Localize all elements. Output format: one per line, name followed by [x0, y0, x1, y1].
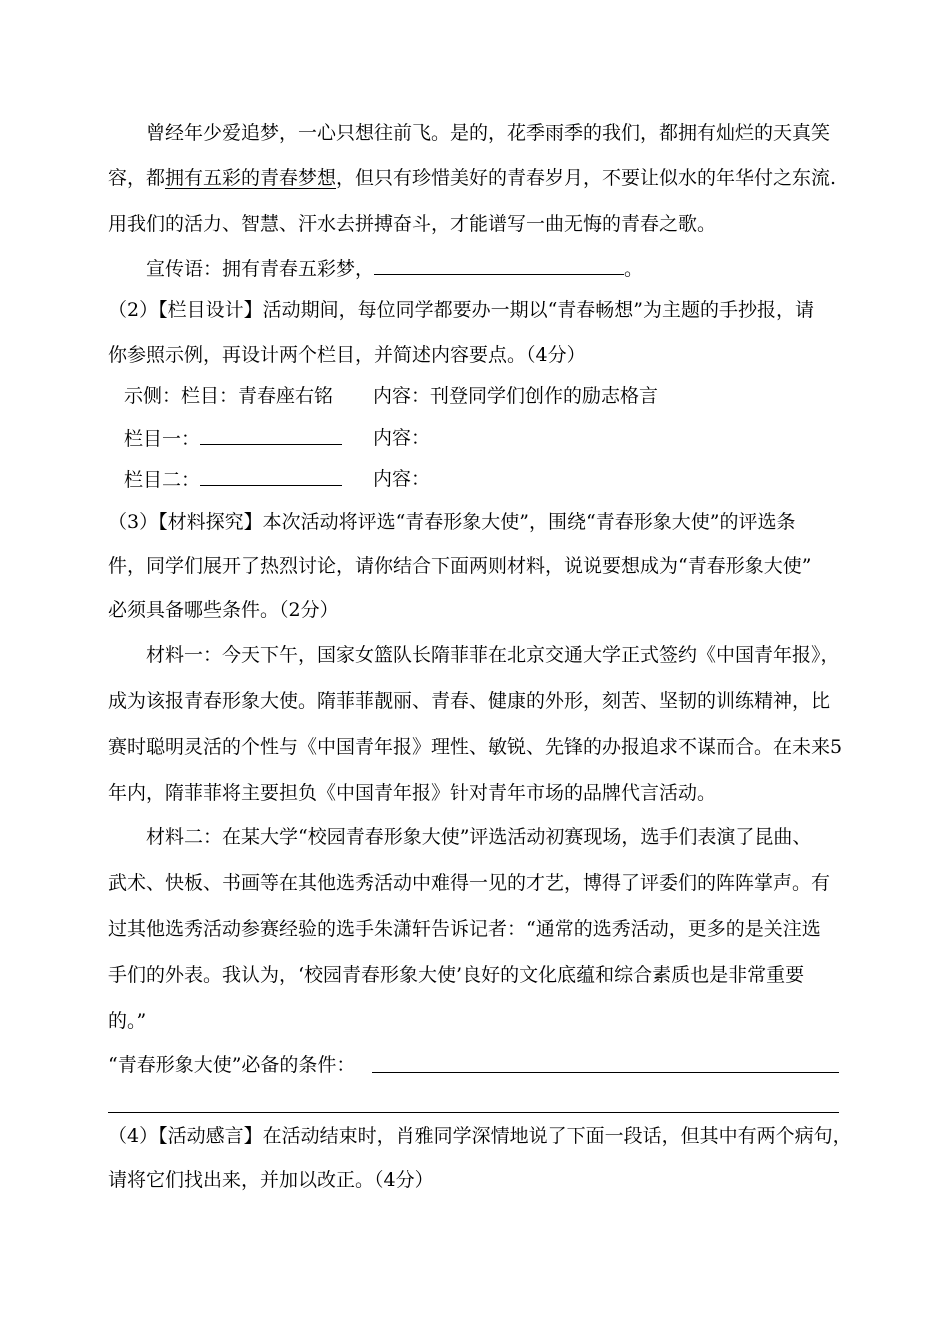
material-2-line-1: 材料二：在某大学“校园青春形象大使”评选活动初赛现场，选手们表演了昆曲、 — [146, 826, 812, 848]
q4-line-2: 请将它们找出来，并加以改正。（4分） — [108, 1169, 434, 1191]
example-content: 内容：刊登同学们创作的励志格言 — [373, 385, 659, 407]
material-2-line-4: 手们的外表。我认为，‘校园青春形象大使’良好的文化底蕴和综合素质也是非常重要 — [108, 964, 805, 986]
slogan-line — [146, 256, 643, 280]
answer-line-1[interactable] — [372, 1072, 839, 1073]
column-1-label: 栏目一： — [124, 428, 201, 450]
passage-line-3: 用我们的活力、智慧、汗水去拼搏奋斗，才能谱写一曲无悔的青春之歌。 — [108, 213, 717, 235]
material-2-line-2: 武术、快板、书画等在其他选秀活动中难得一见的才艺，博得了评委们的阵阵掌声。有 — [108, 872, 831, 894]
material-2-line-3: 过其他选秀活动参赛经验的选手朱潇轩告诉记者：“通常的选秀活动，更多的是关注选 — [108, 918, 821, 940]
q3-line-2: 件，同学们展开了热烈讨论，请你结合下面两则材料，说说要想成为“青春形象大使” — [108, 555, 812, 577]
passage-line-1: 曾经年少爱追梦，一心只想往前飞。是的，花季雨季的我们，都拥有灿烂的天真笑 — [146, 122, 831, 144]
answer-row — [108, 1053, 355, 1077]
slogan-answer-blank[interactable] — [374, 256, 624, 275]
column-1-blank[interactable] — [200, 426, 342, 445]
example-column: 示侧：栏目：青春座右铭 — [124, 385, 334, 407]
q2-line-1: （2）【栏目设计】活动期间，每位同学都要办一期以“青春畅想”为主题的手抄报，请 — [108, 299, 815, 321]
slogan-end: 。 — [624, 258, 644, 280]
material-2-line-5: 的。” — [108, 1010, 147, 1032]
material-1-line-4: 年内，隋菲菲将主要担负《中国青年报》针对青年市场的品牌代言活动。 — [108, 782, 717, 804]
column-2-content-label: 内容： — [373, 468, 431, 490]
column-1-row — [124, 426, 342, 450]
q4-line-1: （4）【活动感言】在活动结束时，肖雅同学深情地说了下面一段话，但其中有两个病句， — [108, 1125, 852, 1147]
q3-line-3: 必须具备哪些条件。（2分） — [108, 599, 339, 621]
material-1-line-3: 赛时聪明灵活的个性与《中国青年报》理性、敏锐、先锋的办报追求不谋而合。在未来5 — [108, 736, 843, 758]
material-1-line-1: 材料一：今天下午，国家女篮队长隋菲菲在北京交通大学正式签约《中国青年报》， — [146, 644, 840, 666]
passage-line-2 — [108, 166, 836, 190]
slogan-label: 宣传语：拥有青春五彩梦， — [146, 258, 375, 280]
answer-label: “青春形象大使”必备的条件： — [108, 1054, 356, 1076]
answer-line-2[interactable] — [108, 1112, 839, 1113]
underlined-phrase: 拥有五彩的青春梦想 — [165, 167, 337, 189]
column-2-blank[interactable] — [200, 467, 342, 486]
q2-line-2: 你参照示例，再设计两个栏目，并简述内容要点。（4分） — [108, 344, 586, 366]
passage-line-2-pre: 容，都 — [108, 167, 166, 189]
column-2-label: 栏目二： — [124, 469, 201, 491]
column-2-row — [124, 467, 342, 491]
passage-line-2-post: ，但只有珍惜美好的青春岁月，不要让似水的年华付之东流. — [336, 167, 837, 189]
q3-line-1: （3）【材料探究】本次活动将评选“青春形象大使”，围绕“青春形象大使”的评选条 — [108, 511, 796, 533]
column-1-content-label: 内容： — [373, 427, 431, 449]
material-1-line-2: 成为该报青春形象大使。隋菲菲靓丽、青春、健康的外形，刻苦、坚韧的训练精神，比 — [108, 690, 831, 712]
